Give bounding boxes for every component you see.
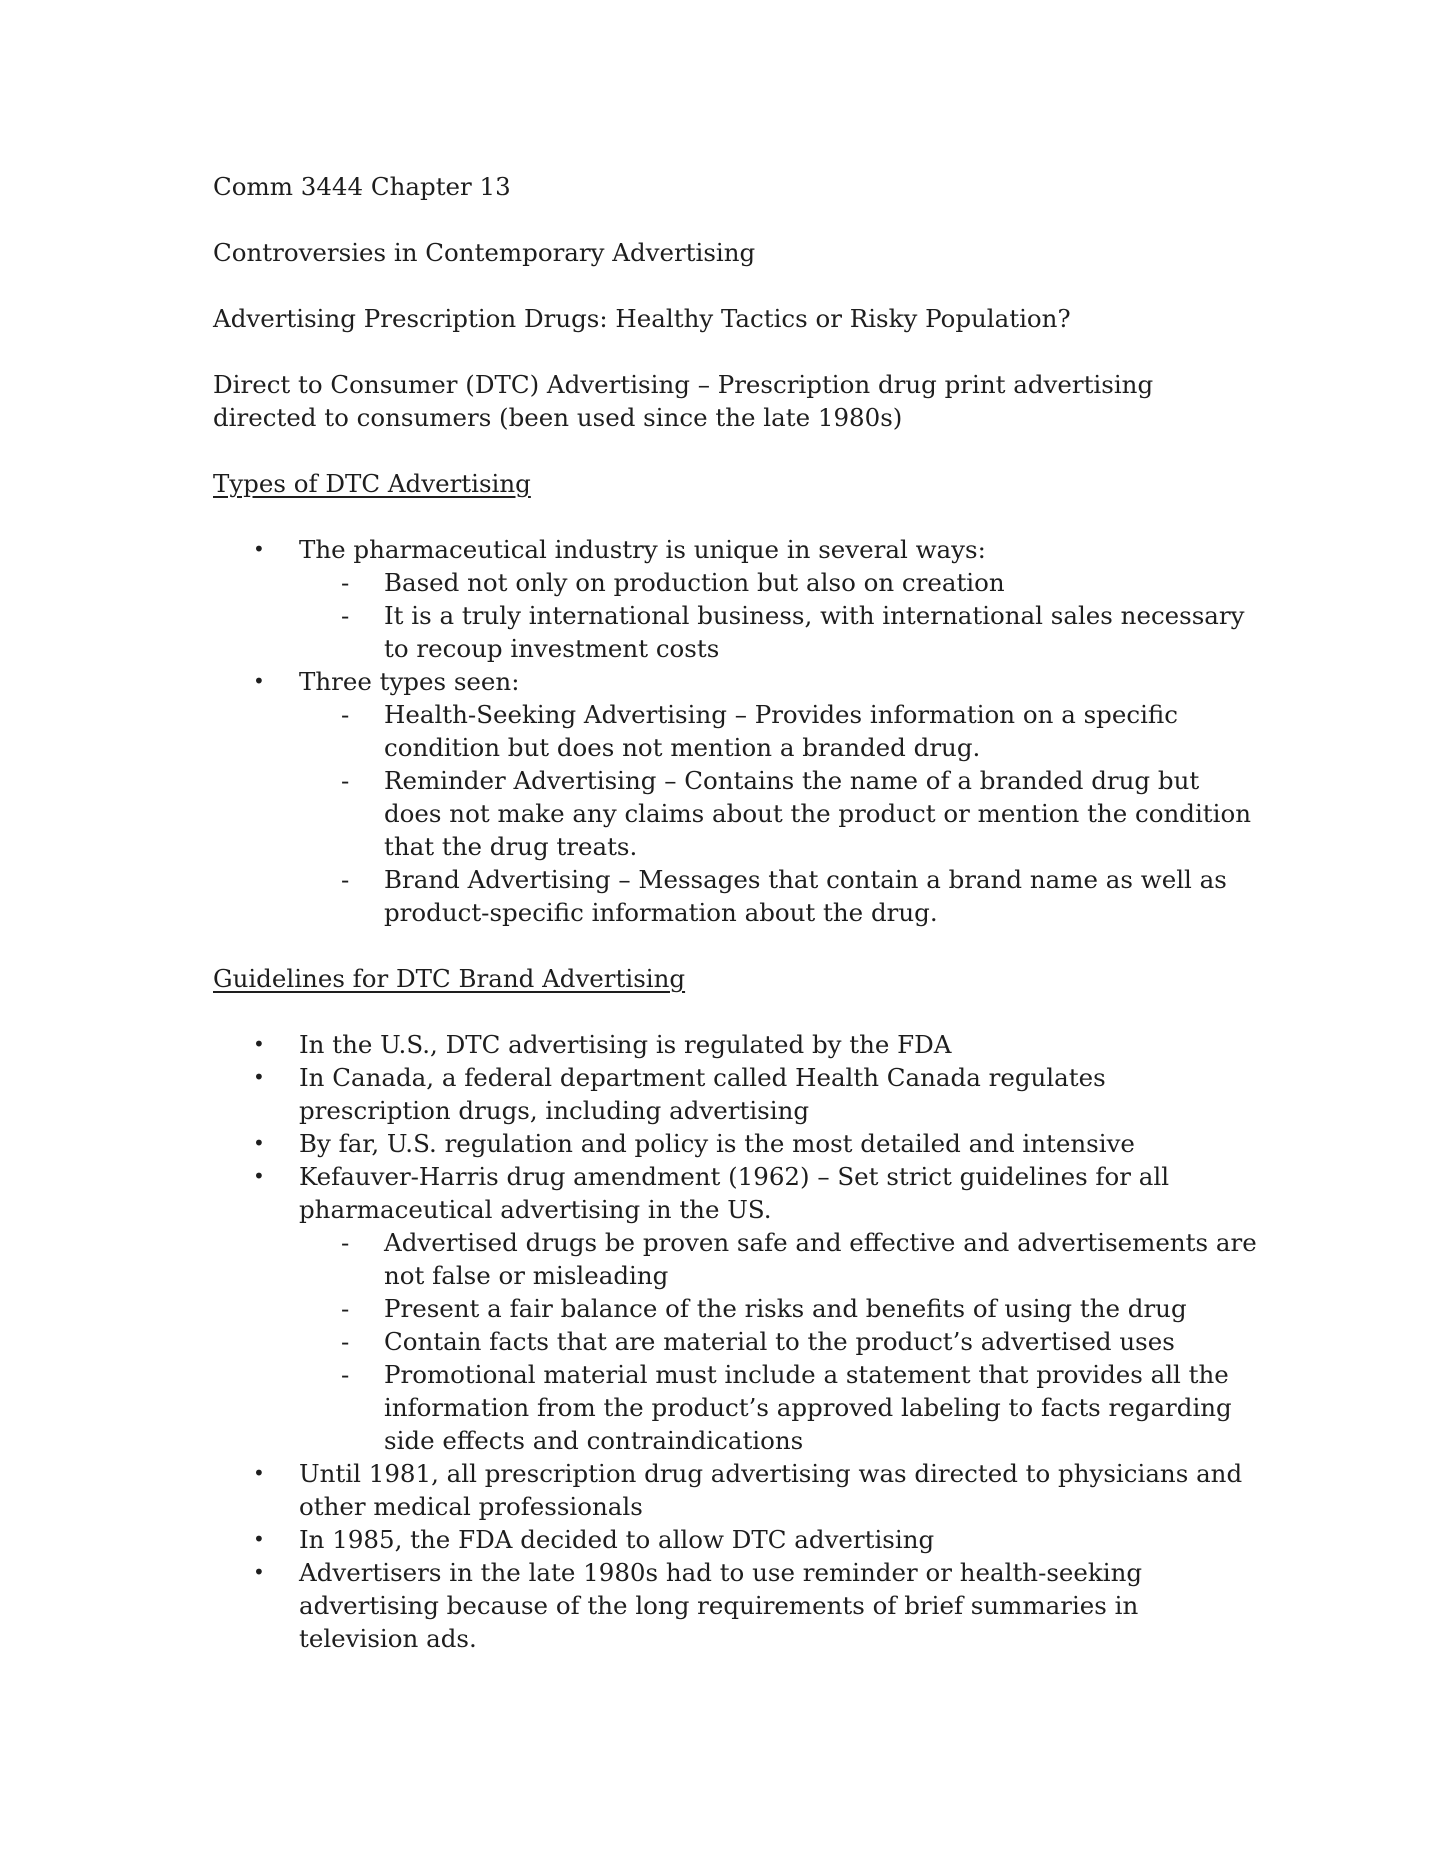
sub-text: Contain facts that are material to the product’s advertised uses: [384, 1327, 1175, 1356]
guidelines-bullet-item: [213, 1028, 1263, 1061]
sub-text: Reminder Advertising – Contains the name of a branded drug but does not make any claims about the product or mention the condition that the drug treats.: [384, 766, 1252, 861]
sub-text: Advertised drugs be proven safe and effective and advertisements are not false or misleading: [384, 1228, 1257, 1290]
bullet-glyph: •: [253, 1461, 265, 1485]
bullet-text: The pharmaceutical industry is unique in several ways:: [299, 535, 986, 564]
bullet-glyph: •: [253, 1560, 265, 1584]
course-line: Comm 3444 Chapter 13: [213, 172, 511, 201]
guidelines-bullet-item: [213, 1061, 1263, 1127]
bullet-text: Until 1981, all prescription drug advertising was directed to physicians and other medical professionals: [299, 1459, 1243, 1521]
types-heading: Types of DTC Advertising: [213, 469, 531, 498]
guidelines-bullet-item: [213, 1556, 1263, 1655]
sub-text: Health-Seeking Advertising – Provides information on a specific condition but does not mention a branded drug.: [384, 700, 1178, 762]
bullet-text: In 1985, the FDA decided to allow DTC advertising: [299, 1525, 935, 1554]
sub-item: [299, 764, 1263, 863]
sub-item: [299, 1358, 1263, 1457]
section-title: Advertising Prescription Drugs: Healthy Tactics or Risky Population?: [213, 304, 1071, 333]
dash-glyph: -: [341, 865, 350, 894]
sub-item: [299, 1325, 1263, 1358]
guidelines-bullet-item: [213, 1127, 1263, 1160]
dash-glyph: -: [341, 1360, 350, 1389]
sub-text: Present a fair balance of the risks and benefits of using the drug: [384, 1294, 1187, 1323]
bullet-glyph: •: [253, 1527, 265, 1551]
sub-item: [299, 1292, 1263, 1325]
dash-glyph: -: [341, 568, 350, 597]
guidelines-bullet-item: [213, 1160, 1263, 1457]
sub-item: [299, 599, 1263, 665]
bullet-text: In Canada, a federal department called Health Canada regulates prescription drugs, including advertising: [299, 1063, 1106, 1125]
sub-item: [299, 566, 1263, 599]
dash-glyph: -: [341, 1294, 350, 1323]
sub-list: [299, 698, 1263, 929]
sub-list: [299, 1226, 1263, 1457]
bullet-text: By far, U.S. regulation and policy is the most detailed and intensive: [299, 1129, 1135, 1158]
sub-item: [299, 1226, 1263, 1292]
dash-glyph: -: [341, 766, 350, 795]
bullet-glyph: •: [253, 1164, 265, 1188]
bullet-glyph: •: [253, 1032, 265, 1056]
sub-item: [299, 863, 1263, 929]
bullet-glyph: •: [253, 1065, 265, 1089]
guidelines-bullet-item: [213, 1457, 1263, 1523]
dash-glyph: -: [341, 700, 350, 729]
sub-text: Promotional material must include a statement that provides all the information from the product’s approved labeling to facts regarding side effects and contraindications: [384, 1360, 1232, 1455]
dash-glyph: -: [341, 1228, 350, 1257]
sub-list: [299, 566, 1263, 665]
document-body: [213, 170, 1263, 1688]
guidelines-bullet-list: [213, 1028, 1263, 1655]
dtc-definition: Direct to Consumer (DTC) Advertising – Prescription drug print advertising directed to consumers (been used since the late 1980s): [213, 370, 1154, 432]
bullet-text: Three types seen:: [299, 667, 520, 696]
dash-glyph: -: [341, 601, 350, 630]
dash-glyph: -: [341, 1327, 350, 1356]
bullet-glyph: •: [253, 669, 265, 693]
bullet-glyph: •: [253, 1131, 265, 1155]
bullet-text: Kefauver-Harris drug amendment (1962) – Set strict guidelines for all pharmaceutical advertising in the US.: [299, 1162, 1170, 1224]
sub-item: [299, 698, 1263, 764]
sub-text: Brand Advertising – Messages that contain a brand name as well as product-specific information about the drug.: [384, 865, 1227, 927]
sub-text: It is a truly international business, with international sales necessary to recoup investment costs: [384, 601, 1245, 663]
types-bullet-item: [213, 533, 1263, 665]
chapter-title: Controversies in Contemporary Advertising: [213, 238, 756, 267]
types-bullet-list: [213, 533, 1263, 929]
bullet-text: Advertisers in the late 1980s had to use reminder or health-seeking advertising because of the long requirements of brief summaries in television ads.: [299, 1558, 1143, 1653]
sub-text: Based not only on production but also on creation: [384, 568, 1005, 597]
types-bullet-item: [213, 665, 1263, 929]
bullet-text: In the U.S., DTC advertising is regulated by the FDA: [299, 1030, 952, 1059]
guidelines-heading: Guidelines for DTC Brand Advertising: [213, 964, 686, 993]
guidelines-bullet-item: [213, 1523, 1263, 1556]
bullet-glyph: •: [253, 537, 265, 561]
